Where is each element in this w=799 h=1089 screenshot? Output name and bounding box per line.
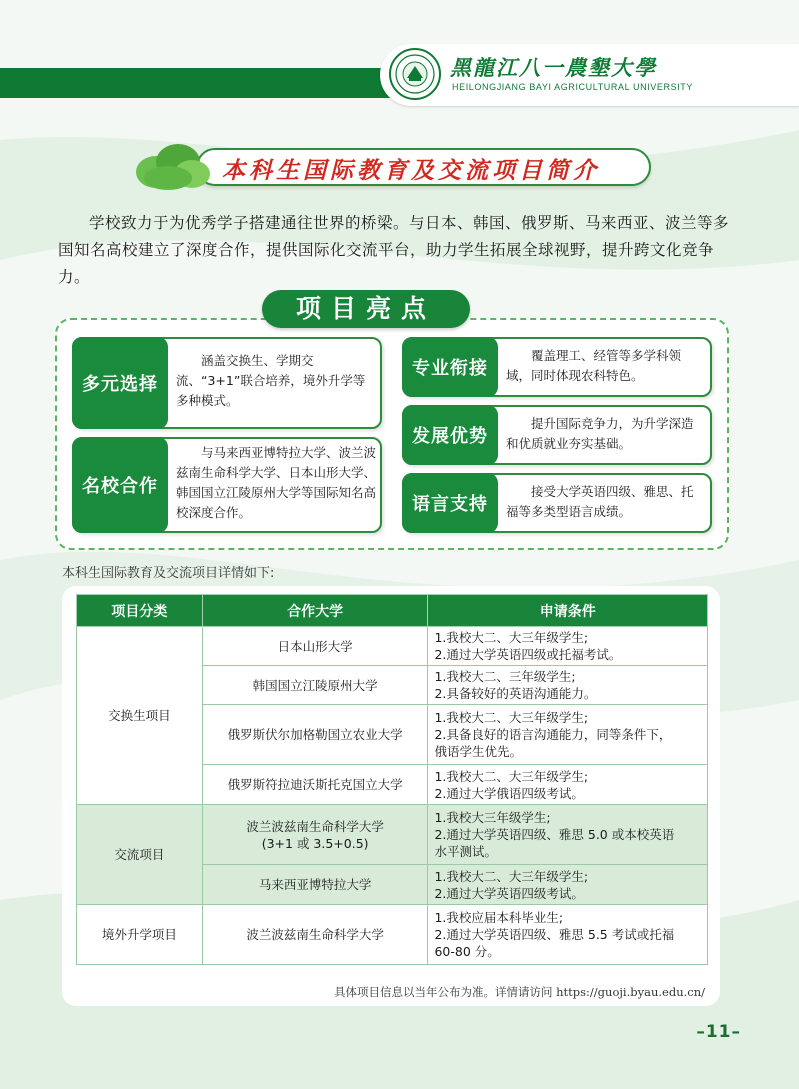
university-name-en: HEILONGJIANG BAYI AGRICULTURAL UNIVERSITY <box>452 82 693 92</box>
university-line: 波兰波兹南生命科学大学 <box>246 818 384 834</box>
requirements-cell <box>428 765 708 805</box>
page-number: –11– <box>696 1022 741 1042</box>
category-cell: 交换生项目 <box>77 627 203 805</box>
program-table <box>76 594 708 965</box>
requirement-line: 1.我校大二、大三年级学生; <box>434 768 589 784</box>
university-line: 马来西亚博特拉大学 <box>258 877 372 892</box>
card-tag: 专业衔接 <box>402 337 498 397</box>
requirement-line: 1.我校大二、大三年级学生; <box>434 630 589 645</box>
card-tag: 多元选择 <box>72 337 168 429</box>
university-cell <box>202 905 428 965</box>
university-cell <box>202 805 428 865</box>
requirements-cell <box>428 905 708 965</box>
university-cell <box>202 765 428 805</box>
requirement-line: 2.通过大学英语四级、雅思 5.0 或本校英语 <box>434 827 675 842</box>
highlight-card-advantage <box>402 405 712 465</box>
university-name-cn: 黑龍江八一農墾大學 <box>450 55 657 80</box>
card-tag: 语言支持 <box>402 473 498 533</box>
university-cell <box>202 865 428 905</box>
requirement-line: 1.我校大二、大三年级学生; <box>434 710 589 725</box>
card-text: 涵盖交换生、学期交流、“3+1”联合培养，境外升学等多种模式。 <box>176 353 366 408</box>
university-line: 韩国国立江陵原州大学 <box>252 677 378 693</box>
category-cell: 交流项目 <box>77 805 203 905</box>
requirement-line: 2.具备较好的英语沟通能力。 <box>434 686 597 701</box>
card-text: 与马来西亚博特拉大学、波兰波兹南生命科学大学、日本山形大学、韩国国立江陵原州大学等国际知名高校深度合作。 <box>176 445 377 520</box>
category-cell: 境外升学项目 <box>77 905 203 965</box>
university-cell <box>202 627 428 666</box>
requirement-line: 俄语学生优先。 <box>434 744 522 759</box>
header-university: 合作大学 <box>202 595 428 627</box>
requirements-cell <box>428 705 708 765</box>
university-line: (3+1 或 3.5+0.5) <box>261 835 369 851</box>
card-text: 提升国际竞争力，为升学深造和优质就业夯实基础。 <box>506 416 694 451</box>
requirement-line: 1.我校应届本科毕业生; <box>434 910 564 925</box>
header-category: 项目分类 <box>77 595 203 627</box>
requirement-line: 2.通过大学英语四级、雅思 5.5 考试或托福 <box>434 927 675 942</box>
university-line: 俄罗斯伏尔加格勒国立农业大学 <box>227 727 403 742</box>
university-line: 波兰波兹南生命科学大学 <box>246 927 384 942</box>
requirements-cell <box>428 627 708 666</box>
requirement-line: 60-80 分。 <box>434 944 500 959</box>
requirement-line: 水平测试。 <box>434 844 497 859</box>
footer-note: 具体项目信息以当年公布为准。详情请访问 https://guoji.byau.edu.cn/ <box>333 985 705 999</box>
highlight-card-partners <box>72 437 382 533</box>
table-row <box>77 627 708 666</box>
requirement-line: 1.我校大二、三年级学生; <box>434 669 576 684</box>
requirement-line: 2.通过大学英语四级考试。 <box>434 885 584 901</box>
header-requirements: 申请条件 <box>428 595 708 627</box>
card-tag: 发展优势 <box>402 405 498 465</box>
requirement-line: 2.通过大学俄语四级考试。 <box>434 785 584 801</box>
university-cell <box>202 705 428 765</box>
requirement-line: 1.我校大二、大三年级学生; <box>434 868 589 884</box>
university-cell <box>202 666 428 705</box>
page-title: 本科生国际教育及交流项目简介 <box>222 157 600 184</box>
card-text: 接受大学英语四级、雅思、托福等多类型语言成绩。 <box>506 484 694 519</box>
requirement-line: 2.具备良好的语言沟通能力，同等条件下， <box>434 727 672 742</box>
intro-paragraph: 学校致力于为优秀学子搭建通往世界的桥梁。与日本、韩国、俄罗斯、马来西亚、波兰等多国知名高校建立了深度合作，提供国际化交流平台，助力学生拓展全球视野，提升跨文化竞争力。 <box>58 214 730 286</box>
requirements-cell <box>428 805 708 865</box>
card-text: 覆盖理工、经管等多学科领域，同时体现农科特色。 <box>506 348 682 383</box>
requirements-cell <box>428 865 708 905</box>
requirement-line: 1.我校大三年级学生; <box>434 810 551 825</box>
requirements-cell <box>428 666 708 705</box>
university-seal-icon <box>389 48 441 100</box>
university-line: 俄罗斯符拉迪沃斯托克国立大学 <box>227 777 403 792</box>
highlight-card-major <box>402 337 712 397</box>
requirement-line: 2.通过大学英语四级或托福考试。 <box>434 647 622 662</box>
table-row <box>77 805 708 865</box>
highlight-card-language <box>402 473 712 533</box>
detail-caption: 本科生国际教育及交流项目详情如下: <box>62 566 275 581</box>
university-line: 日本山形大学 <box>277 638 353 654</box>
table-header-row <box>77 595 708 627</box>
bush-decoration-icon <box>134 138 214 192</box>
table-row <box>77 905 708 965</box>
highlight-card-diverse <box>72 337 382 429</box>
highlights-heading: 项目亮点 <box>262 290 470 328</box>
card-tag: 名校合作 <box>72 437 168 533</box>
